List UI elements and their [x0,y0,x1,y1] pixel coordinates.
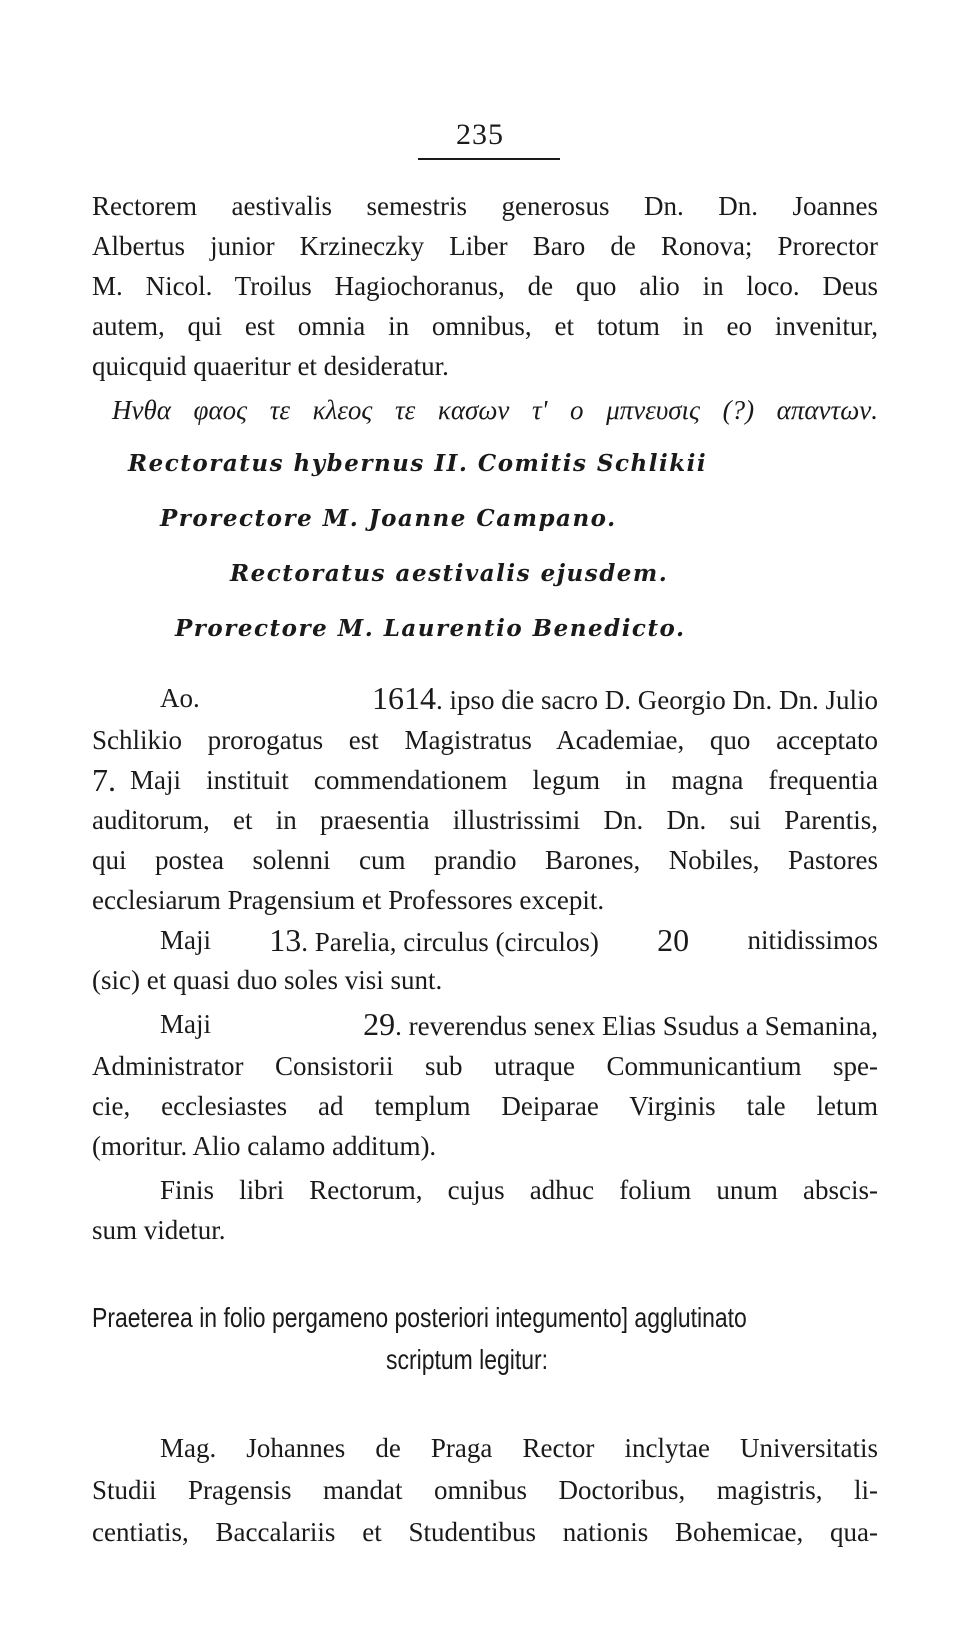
page-number-rule [418,158,560,160]
paragraph4-line-4: (moritur. Alio calamo additum). [92,1131,437,1161]
paragraph3-line-2: (sic) et quasi duo soles visi sunt. [92,965,443,995]
paragraph4-line-1 [160,1006,878,1044]
paragraph1-line-1: Rectorem aestivalis semestris generosus Dn. Dn. Joannes [92,191,878,221]
paragraph4-line-2: Administrator Consistorii sub utraque Communicantium spe- [92,1051,878,1081]
paragraph2-line-3-text: Maji instituit commendationem legum in magna frequentia [130,765,878,795]
bottom-heading-line-2: scriptum legitur: [386,1344,549,1375]
paragraph4-pre: Maji [160,1009,211,1039]
paragraph2-line-1 [160,680,878,718]
day-number-29: 29 [363,1006,396,1042]
paragraph3-post: . Parelia, circulus (circulos) [301,927,599,957]
day-number-13: 13 [269,922,302,958]
paragraph1-line-2: Albertus junior Krzineczky Liber Baro de Ronova; Prorector [92,231,878,261]
paragraph2-prefix: Ao. [160,683,200,713]
greek-verse-line: Ηνθα φαος τε κλεος τε κασων τ' ο μπνευσις (?) απαντων. [112,395,878,425]
page-number: 235 [456,118,504,151]
paragraph3-line-1 [160,922,878,960]
paragraph1-line-5: quicquid quaeritur et desideratur. [92,351,449,381]
paragraph2-line-4: auditorum, et in praesentia illustrissimi Dn. Dn. sui Parentis, [92,805,878,835]
heading-prorectore-benedicto: Prorectore M. Laurentio Benedicto. [175,615,686,642]
paragraph1-line-4: autem, qui est omnia in omnibus, et totum in eo invenitur, [92,311,878,341]
paragraph3-post2: nitidissimos [747,925,878,955]
paragraph1-line-3: M. Nicol. Troilus Hagiochoranus, de quo alio in loco. Deus [92,271,878,301]
number-20: 20 [657,922,690,958]
paragraph2-line-2: Schlikio prorogatus est Magistratus Academiae, quo acceptato [92,725,878,755]
paragraph2-line-1-rest: . ipso die sacro D. Georgio Dn. Dn. Julio [436,685,878,715]
paragraph5-line-1: Finis libri Rectorum, cujus adhuc folium unum abscis- [160,1175,878,1205]
year-1614: 1614 [372,680,437,716]
paragraph4-post: . reverendus senex Elias Ssudus a Semanina, [395,1011,878,1041]
paragraph6-line-2: Studii Pragensis mandat omnibus Doctoribus, magistris, li- [92,1475,878,1505]
paragraph3-pre: Maji [160,925,211,955]
paragraph4-line-3: cie, ecclesiastes ad templum Deiparae Virginis tale letum [92,1091,878,1121]
paragraph2-line-3 [92,762,878,798]
day-number-7: 7. [92,762,116,798]
heading-prorectore-campano: Prorectore M. Joanne Campano. [160,505,617,532]
paragraph2-line-5: qui postea solenni cum prandio Barones, Nobiles, Pastores [92,845,878,875]
paragraph2-line-6: ecclesiarum Pragensium et Professores excepit. [92,885,605,915]
bottom-heading-line-1: Praeterea in folio pergameno posteriori integumento] agglutinato [92,1302,747,1333]
paragraph6-line-1: Mag. Johannes de Praga Rector inclytae Universitatis [160,1433,878,1463]
paragraph6-line-3: centiatis, Baccalariis et Studentibus nationis Bohemicae, qua- [92,1517,878,1547]
heading-rectoratus-aestivalis: Rectoratus aestivalis ejusdem. [230,560,669,587]
paragraph5-line-2: sum videtur. [92,1215,226,1245]
heading-rectoratus-hybernus: Rectoratus hybernus II. Comitis Schlikii [128,450,708,477]
